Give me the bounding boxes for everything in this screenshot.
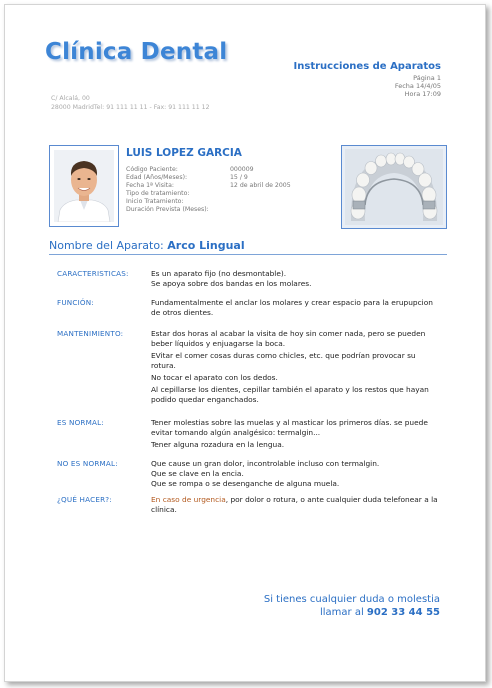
- no-es-normal-label: NO ES NORMAL:: [57, 459, 118, 468]
- first-visit-value: 12 de abril de 2005: [230, 182, 291, 189]
- patient-code-value: 000009: [230, 166, 254, 173]
- document-date: Fecha 14/4/05: [394, 82, 441, 90]
- document-time: Hora 17:09: [404, 90, 441, 98]
- footer-call-prefix: llamar al: [319, 607, 364, 618]
- no-es-normal-line: Que se rompa o se desenganche de alguna muela.: [151, 479, 340, 488]
- funcion-text: Fundamentalmente el anclar los molares y crear espacio para la erupupcion de otros dientes.: [151, 298, 433, 317]
- clinic-name: Clínica Dental: [45, 39, 228, 65]
- treatment-type-label: Tipo de tratamiento:: [126, 190, 190, 197]
- expected-duration-label: Duración Prevista (Meses):: [126, 206, 209, 213]
- treatment-start-label: Inicio Tratamiento:: [126, 198, 184, 205]
- urgency-highlight: En caso de urgencia: [151, 495, 226, 504]
- caracteristicas-line: Es un aparato fijo (no desmontable).: [151, 269, 287, 278]
- mantenimiento-body: [151, 329, 441, 407]
- que-hacer-label: ¿QUÉ HACER?:: [57, 495, 112, 504]
- caracteristicas-label: CARACTERISTICAS:: [57, 269, 129, 278]
- no-es-normal-line: Que se clave en la encia.: [151, 469, 244, 478]
- que-hacer-body: [151, 495, 441, 517]
- no-es-normal-line: Que cause un gran dolor, incontrolable incluso con termalgin.: [151, 459, 380, 468]
- dental-arch-image: [345, 149, 443, 225]
- patient-code-label: Código Paciente:: [126, 166, 178, 173]
- caracteristicas-body: [151, 269, 441, 289]
- patient-name: LUIS LOPEZ GARCIA: [126, 147, 242, 159]
- mantenimiento-paragraph: Estar dos horas al acabar la visita de hoy sin comer nada, pero se pueden beber líquidos y enjuagarse la boca.: [151, 329, 426, 348]
- que-hacer-rest: , por dolor o rotura, o ante cualquier duda telefonear a la clínica.: [151, 495, 438, 514]
- patient-photo: [49, 145, 119, 227]
- clinic-address: C/ Alcalá, 00: [51, 95, 90, 102]
- funcion-label: FUNCIÓN:: [57, 298, 94, 307]
- footer-line-2: [264, 606, 440, 619]
- document-info: [294, 61, 441, 98]
- footer-contact: [264, 593, 440, 619]
- es-normal-paragraph: Tener alguna rozadura en la lengua.: [151, 440, 285, 449]
- mantenimiento-paragraph: No tocar el aparato con los dedos.: [151, 373, 278, 382]
- appliance-heading: [49, 239, 447, 255]
- appliance-label: Nombre del Aparato:: [49, 239, 164, 252]
- es-normal-label: ES NORMAL:: [57, 418, 104, 427]
- no-es-normal-body: [151, 459, 441, 489]
- patient-avatar-image: [54, 150, 114, 222]
- document-title: Instrucciones de Aparatos: [293, 61, 441, 72]
- clinic-address-block: [51, 94, 210, 112]
- que-hacer-text: [151, 495, 441, 515]
- appliance-photo: [341, 145, 447, 229]
- mantenimiento-label: MANTENIMIENTO:: [57, 329, 124, 338]
- es-normal-paragraph: Tener molestias sobre las muelas y al masticar los primeros días. se puede evitar tomando algún analgésico: termalgin...: [151, 418, 428, 437]
- caracteristicas-line: Se apoya sobre dos bandas en los molares.: [151, 279, 312, 288]
- clinic-phone: 902 33 44 55: [366, 607, 440, 618]
- footer-line-1: Si tienes cualquier duda o molestia: [263, 594, 440, 605]
- es-normal-body: [151, 418, 441, 452]
- funcion-body: [151, 298, 441, 320]
- first-visit-label: Fecha 1ª Visita:: [126, 182, 174, 189]
- patient-age-label: Edad (Años/Meses):: [126, 174, 188, 181]
- patient-age-value: 15 / 9: [230, 174, 248, 181]
- page-number: Página 1: [413, 74, 441, 82]
- appliance-name: Arco Lingual: [167, 239, 245, 252]
- mantenimiento-paragraph: Al cepillarse los dientes, cepillar también el aparato y los restos que hayan podido quedar enganchados.: [151, 385, 429, 404]
- clinic-contact: 28000 MadridTel: 91 111 11 11 - Fax: 91 111 11 12: [51, 104, 210, 111]
- document-page: [4, 4, 486, 682]
- mantenimiento-paragraph: EVitar el comer cosas duras como chicles, etc. que podrían provocar su rotura.: [151, 351, 416, 370]
